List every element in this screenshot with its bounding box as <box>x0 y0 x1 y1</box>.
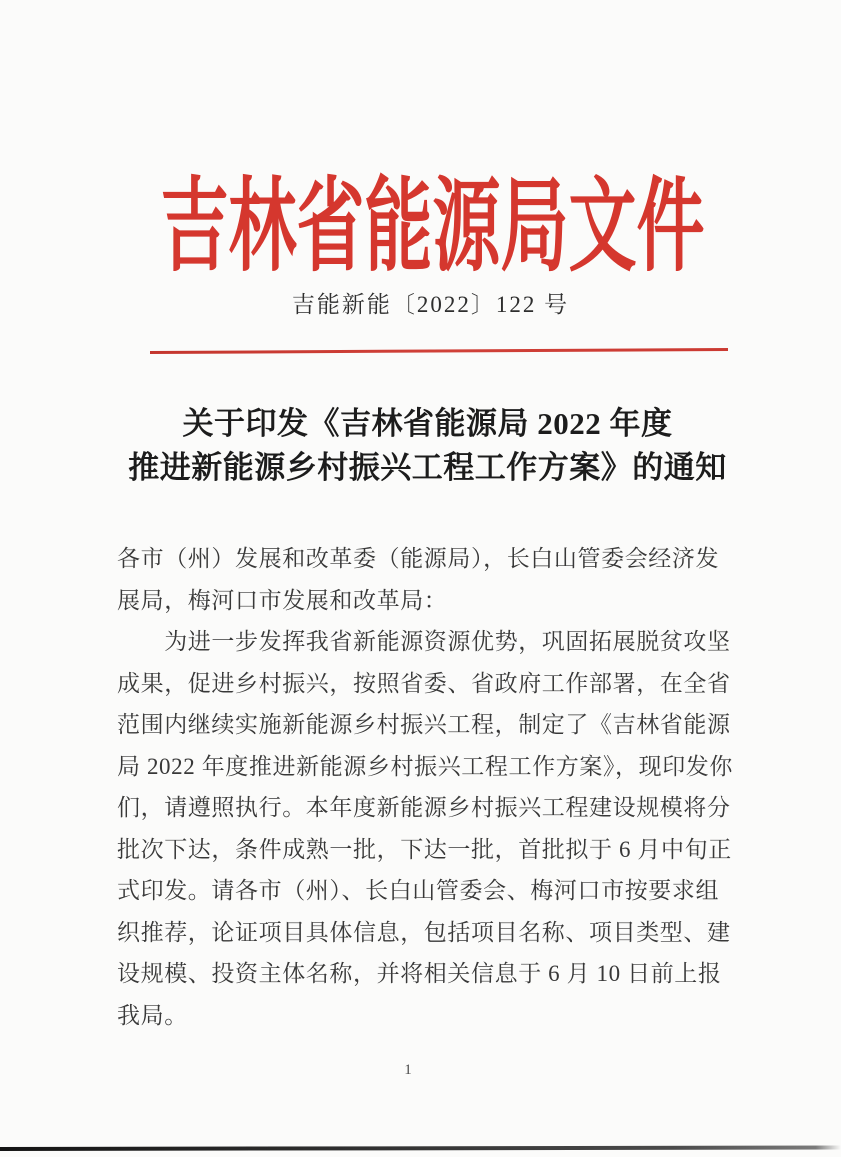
page-number: 1 <box>404 1062 412 1078</box>
letterhead-org-title: 吉林省能源局文件 <box>160 170 705 284</box>
body-line: 批次下达，条件成熟一批，下达一批，首批拟于 6 月中旬正 <box>117 836 732 862</box>
body-line: 式印发。请各市（州）、长白山管委会、梅河口市按要求组 <box>117 878 720 903</box>
document-title-line-2: 推进新能源乡村振兴工程工作方案》的通知 <box>128 450 727 485</box>
document-title <box>0 402 841 490</box>
body-line: 局 2022 年度推进新能源乡村振兴工程工作方案》，现印发你 <box>117 753 733 779</box>
body-line: 为进一步发挥我省新能源资源优势，巩固拓展脱贫攻坚 <box>117 629 731 654</box>
document-number: 吉能新能〔2022〕122 号 <box>291 292 570 317</box>
body-line: 各市（州）发展和改革委（能源局），长白山管委会经济发 <box>117 546 720 571</box>
scan-edge-artifact <box>0 1146 841 1151</box>
body-line: 们，请遵照执行。本年度新能源乡村振兴工程建设规模将分 <box>117 795 731 820</box>
body-line: 范围内继续实施新能源乡村振兴工程，制定了《吉林省能源 <box>117 712 731 737</box>
body-line: 展局，梅河口市发展和改革局： <box>117 587 448 613</box>
body-line: 设规模、投资主体名称，并将相关信息于 6 月 10 日前上报 <box>117 961 722 986</box>
body-line: 成果，促进乡村振兴，按照省委、省政府工作部署，在全省 <box>117 670 731 696</box>
document-title-line-1: 关于印发《吉林省能源局 2022 年度 <box>182 406 673 441</box>
document-body <box>117 538 733 1036</box>
body-line: 织推荐，论证项目具体信息，包括项目名称、项目类型、建 <box>117 919 731 945</box>
letterhead-divider-rule <box>150 348 728 354</box>
body-line: 我局。 <box>117 1002 188 1028</box>
